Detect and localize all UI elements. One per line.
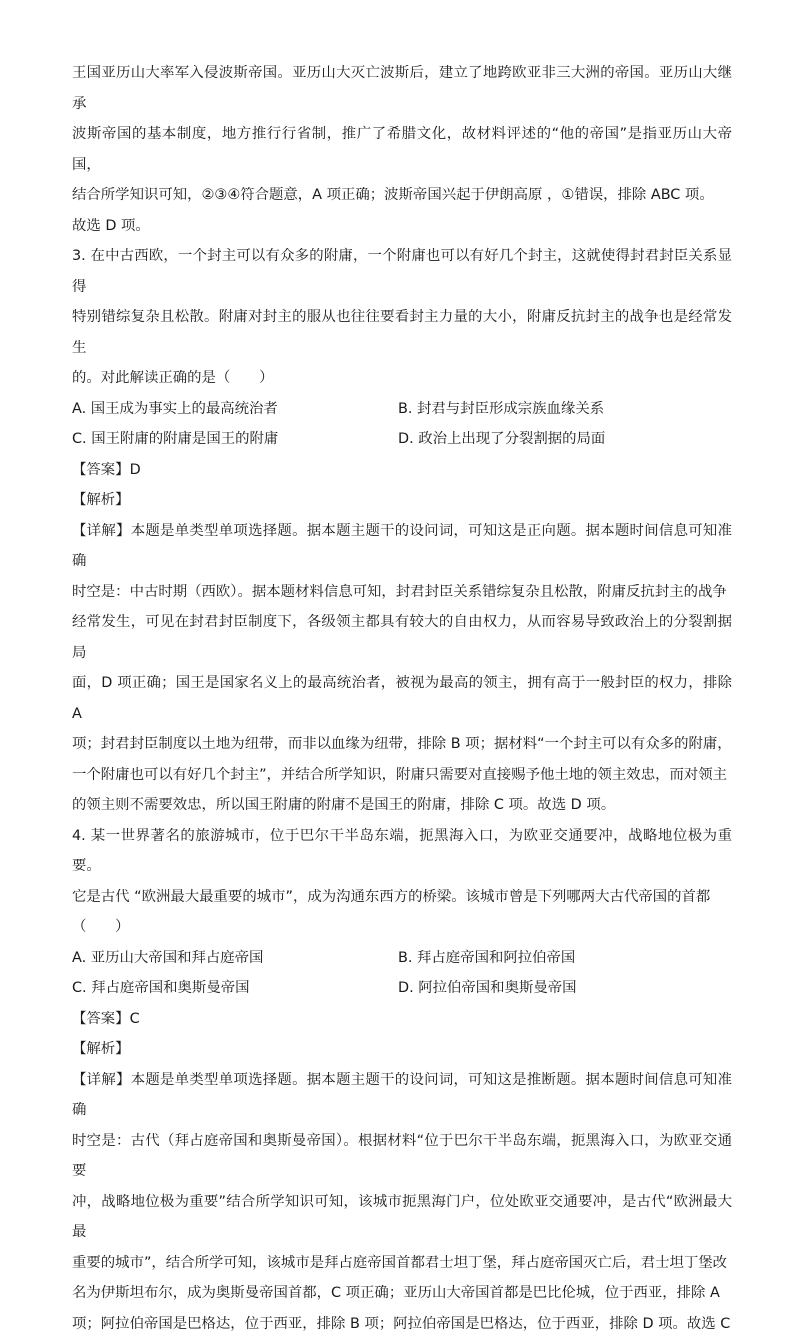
option-c: C. 拜占庭帝国和奥斯曼帝国 (72, 973, 398, 1004)
question-stem-line: 4. 某一世界著名的旅游城市，位于巴尔干半岛东端，扼黑海入口，为欧亚交通要冲，战略地位极为重要。 (72, 821, 732, 882)
question-stem-line: 3. 在中古西欧，一个封主可以有众多的附庸，一个附庸也可以有好几个封主，这就使得封君封臣关系显得 (72, 241, 732, 302)
option-a: A. 国王成为事实上的最高统治者 (72, 394, 398, 425)
analysis-label: 【解析】 (72, 1034, 732, 1065)
option-c: C. 国王附庸的附庸是国王的附庸 (72, 424, 398, 455)
detail-line: 一个附庸也可以有好几个封主”，并结合所学知识，附庸只需要对直接赐予他土地的领主效忠，而对领主 (72, 760, 732, 791)
option-d: D. 政治上出现了分裂割据的局面 (398, 424, 732, 455)
answer-label: 【答案】D (72, 455, 732, 486)
detail-line: 项；阿拉伯帝国是巴格达，位于西亚，排除 B 项；阿拉伯帝国是巴格达，位于西亚，排除 D 项。故选 C (72, 1309, 732, 1339)
question-3 (72, 241, 732, 821)
question-stem-line: （ ） (72, 912, 732, 943)
option-d: D. 阿拉伯帝国和奥斯曼帝国 (398, 973, 732, 1004)
question-stem-line: 的。对此解读正确的是（ ） (72, 363, 732, 394)
detail-line: 的领主则不需要效忠，所以国王附庸的附庸不是国王的附庸，排除 C 项。故选 D 项。 (72, 790, 732, 821)
detail-line: 时空是：古代（拜占庭帝国和奥斯曼帝国）。根据材料“位于巴尔干半岛东端，扼黑海入口，为欧亚交通要 (72, 1126, 732, 1187)
document-page (72, 58, 732, 1339)
question-3-options (72, 394, 732, 455)
text-line: 王国亚历山大率军入侵波斯帝国。亚历山大灭亡波斯后，建立了地跨欧亚非三大洲的帝国。亚历山大继承 (72, 58, 732, 119)
question-stem-line: 它是古代 “欧洲最大最重要的城市”，成为沟通东西方的桥梁。该城市曾是下列哪两大古代帝国的首都 (72, 882, 732, 913)
detail-line: 重要的城市”，结合所学可知，该城市是拜占庭帝国首都君士坦丁堡，拜占庭帝国灭亡后，君士坦丁堡改 (72, 1248, 732, 1279)
text-line: 波斯帝国的基本制度，地方推行行省制，推广了希腊文化，故材料评述的“他的帝国”是指亚历山大帝国， (72, 119, 732, 180)
detail-line: 经常发生，可见在封君封臣制度下，各级领主都具有较大的自由权力，从而容易导致政治上的分裂割据局 (72, 607, 732, 668)
detail-line: 时空是：中古时期（西欧）。据本题材料信息可知，封君封臣关系错综复杂且松散，附庸反抗封主的战争 (72, 577, 732, 608)
answer-label: 【答案】C (72, 1004, 732, 1035)
option-b: B. 拜占庭帝国和阿拉伯帝国 (398, 943, 732, 974)
q2-analysis-tail (72, 58, 732, 241)
text-line: 故选 D 项。 (72, 211, 732, 242)
question-4-options (72, 943, 732, 1004)
detail-line: 【详解】本题是单类型单项选择题。据本题主题干的设问词，可知这是推断题。据本题时间信息可知准确 (72, 1065, 732, 1126)
detail-line: 名为伊斯坦布尔，成为奥斯曼帝国首都，C 项正确；亚历山大帝国首都是巴比伦城，位于西亚，排除 A (72, 1278, 732, 1309)
question-4 (72, 821, 732, 1339)
option-a: A. 亚历山大帝国和拜占庭帝国 (72, 943, 398, 974)
detail-line: 项；封君封臣制度以土地为纽带，而非以血缘为纽带，排除 B 项；据材料“一个封主可以有众多的附庸， (72, 729, 732, 760)
detail-line: 冲，战略地位极为重要”结合所学知识可知，该城市扼黑海门户，位处欧亚交通要冲，是古代“欧洲最大最 (72, 1187, 732, 1248)
text-line: 结合所学知识可知，②③④符合题意，A 项正确；波斯帝国兴起于伊朗高原 ，①错误，排除 ABC 项。 (72, 180, 732, 211)
detail-line: 【详解】本题是单类型单项选择题。据本题主题干的设问词，可知这是正向题。据本题时间信息可知准确 (72, 516, 732, 577)
question-stem-line: 特别错综复杂且松散。附庸对封主的服从也往往要看封主力量的大小，附庸反抗封主的战争也是经常发生 (72, 302, 732, 363)
analysis-label: 【解析】 (72, 485, 732, 516)
detail-line: 面，D 项正确；国王是国家名义上的最高统治者，被视为最高的领主，拥有高于一般封臣的权力，排除 A (72, 668, 732, 729)
option-b: B. 封君与封臣形成宗族血缘关系 (398, 394, 732, 425)
